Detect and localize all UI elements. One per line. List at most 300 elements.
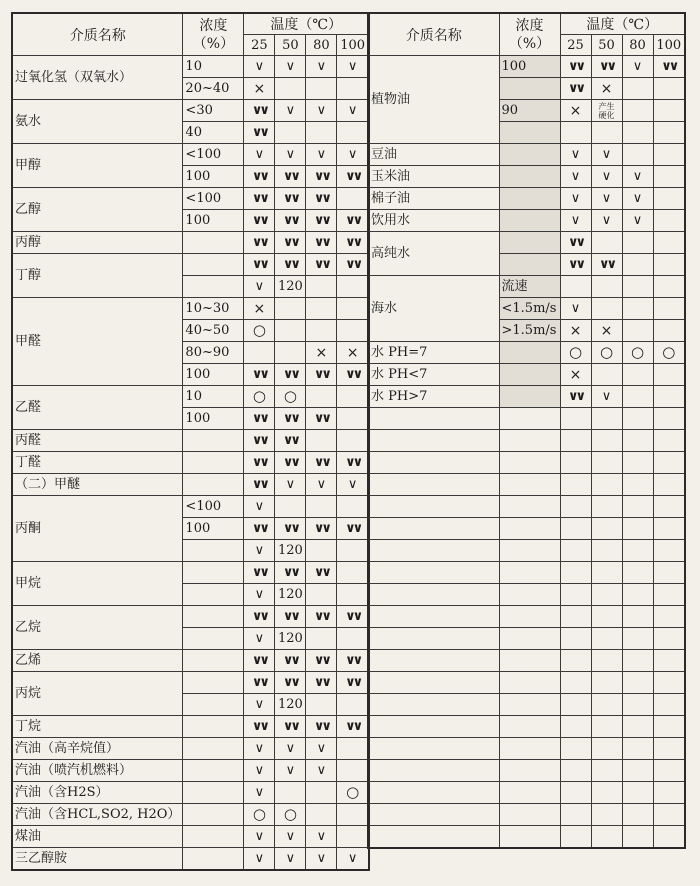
concentration-cell (183, 628, 244, 650)
empty-cell (499, 782, 560, 804)
empty-cell (368, 782, 499, 804)
empty-cell (653, 650, 685, 672)
empty-cell (653, 232, 685, 254)
double-check-mark: ∨∨ (306, 606, 337, 628)
double-check-mark: ∨∨ (560, 254, 591, 276)
header-temp-25: 25 (560, 35, 591, 56)
empty-cell (275, 342, 306, 364)
medium-name: 水 PH>7 (368, 386, 499, 408)
double-check-mark: ∨∨ (244, 232, 275, 254)
concentration-cell (183, 540, 244, 562)
empty-cell (306, 628, 337, 650)
cross-mark: × (560, 364, 591, 386)
check-mark: ∨ (244, 760, 275, 782)
empty-cell (275, 78, 306, 100)
empty-cell (622, 650, 653, 672)
concentration-cell (183, 738, 244, 760)
empty-cell (499, 760, 560, 782)
check-mark: ∨ (275, 100, 306, 122)
empty-row (368, 760, 685, 782)
concentration-cell (183, 848, 244, 871)
table-row (12, 606, 369, 628)
empty-cell (653, 188, 685, 210)
concentration-cell: <30 (183, 100, 244, 122)
check-mark: ∨ (337, 56, 369, 78)
empty-cell (653, 254, 685, 276)
concentration-cell (183, 672, 244, 694)
table-row (12, 650, 369, 672)
circle-mark: ○ (622, 342, 653, 364)
concentration-cell (183, 826, 244, 848)
medium-name: 乙醇 (12, 188, 183, 232)
empty-cell (560, 276, 591, 298)
right-compatibility-table (367, 12, 686, 849)
medium-name: 甲醛 (12, 298, 183, 386)
double-check-mark: ∨∨ (337, 210, 369, 232)
temperature-limit: 120 (275, 628, 306, 650)
double-check-mark: ∨∨ (275, 254, 306, 276)
empty-cell (622, 518, 653, 540)
concentration-cell: <100 (183, 496, 244, 518)
empty-row (368, 474, 685, 496)
empty-cell (622, 386, 653, 408)
empty-cell (622, 320, 653, 342)
empty-cell (653, 452, 685, 474)
empty-row (368, 540, 685, 562)
empty-cell (499, 672, 560, 694)
header-temp-50: 50 (591, 35, 622, 56)
medium-name: 过氧化氢（双氧水） (12, 56, 183, 100)
medium-name: 海水 (368, 276, 499, 342)
empty-cell (591, 408, 622, 430)
double-check-mark: ∨∨ (306, 364, 337, 386)
empty-cell (275, 782, 306, 804)
empty-cell (653, 540, 685, 562)
empty-cell (622, 408, 653, 430)
empty-cell (653, 474, 685, 496)
check-mark: ∨ (306, 760, 337, 782)
check-mark: ∨ (337, 848, 369, 871)
empty-cell (337, 276, 369, 298)
check-mark: ∨ (275, 144, 306, 166)
medium-name: 乙烷 (12, 606, 183, 650)
empty-row (368, 694, 685, 716)
empty-cell (653, 78, 685, 100)
empty-row (368, 628, 685, 650)
table-row (12, 188, 369, 210)
double-check-mark: ∨∨ (306, 518, 337, 540)
concentration-cell: 100 (183, 518, 244, 540)
circle-mark: ○ (244, 386, 275, 408)
empty-cell (499, 518, 560, 540)
empty-cell (368, 562, 499, 584)
cross-mark: × (591, 320, 622, 342)
double-check-mark: ∨∨ (244, 518, 275, 540)
check-mark: ∨ (306, 848, 337, 871)
concentration-cell: 100 (183, 166, 244, 188)
empty-row (368, 408, 685, 430)
table-row (368, 342, 685, 364)
empty-row (368, 650, 685, 672)
empty-cell (591, 122, 622, 144)
empty-row (368, 562, 685, 584)
check-mark: ∨ (244, 584, 275, 606)
concentration-cell: 10~30 (183, 298, 244, 320)
left-compatibility-table (11, 12, 370, 871)
concentration-cell (499, 144, 560, 166)
empty-cell (499, 650, 560, 672)
cross-mark: × (560, 100, 591, 122)
medium-name: 乙醛 (12, 386, 183, 430)
empty-cell (368, 672, 499, 694)
concentration-cell (183, 694, 244, 716)
empty-cell (275, 122, 306, 144)
double-check-mark: ∨∨ (560, 78, 591, 100)
empty-cell (653, 386, 685, 408)
table-row (12, 826, 369, 848)
concentration-cell (499, 188, 560, 210)
concentration-cell (183, 804, 244, 826)
medium-name: 丙酮 (12, 496, 183, 562)
concentration-cell: 100 (183, 364, 244, 386)
concentration-cell (499, 78, 560, 100)
empty-cell (368, 716, 499, 738)
medium-name: 氨水 (12, 100, 183, 144)
table-row (12, 452, 369, 474)
empty-cell (368, 694, 499, 716)
empty-cell (622, 144, 653, 166)
check-mark: ∨ (306, 100, 337, 122)
circle-mark: ○ (244, 804, 275, 826)
circle-mark: ○ (244, 320, 275, 342)
empty-cell (337, 584, 369, 606)
double-check-mark: ∨∨ (275, 166, 306, 188)
table-row (12, 232, 369, 254)
concentration-cell: 40 (183, 122, 244, 144)
empty-cell (368, 518, 499, 540)
empty-cell (306, 694, 337, 716)
header-concentration (183, 13, 244, 56)
empty-cell (499, 562, 560, 584)
check-mark: ∨ (275, 56, 306, 78)
empty-cell (368, 430, 499, 452)
empty-cell (499, 474, 560, 496)
header-conc-unit: （%） (192, 35, 235, 52)
concentration-cell (499, 122, 560, 144)
check-mark: ∨ (244, 628, 275, 650)
double-check-mark: ∨∨ (244, 210, 275, 232)
double-check-mark: ∨∨ (560, 232, 591, 254)
double-check-mark: ∨∨ (560, 56, 591, 78)
concentration-cell (183, 650, 244, 672)
empty-cell (622, 738, 653, 760)
double-check-mark: ∨∨ (275, 650, 306, 672)
empty-cell (591, 518, 622, 540)
double-check-mark: ∨∨ (337, 606, 369, 628)
table-row (368, 386, 685, 408)
empty-cell (499, 694, 560, 716)
check-mark: ∨ (275, 474, 306, 496)
table-row (368, 144, 685, 166)
double-check-mark: ∨∨ (560, 386, 591, 408)
empty-row (368, 606, 685, 628)
concentration-cell (183, 760, 244, 782)
empty-cell (560, 518, 591, 540)
empty-cell (499, 738, 560, 760)
empty-cell (337, 188, 369, 210)
medium-name: 汽油（含HCL,SO2, H2O） (12, 804, 183, 826)
empty-cell (306, 804, 337, 826)
table-row (368, 276, 685, 298)
empty-cell (653, 166, 685, 188)
empty-row (368, 518, 685, 540)
cross-mark: × (244, 298, 275, 320)
empty-cell (622, 452, 653, 474)
double-check-mark: ∨∨ (244, 122, 275, 144)
table-row (12, 562, 369, 584)
empty-cell (653, 716, 685, 738)
empty-row (368, 826, 685, 849)
empty-row (368, 782, 685, 804)
empty-row (368, 738, 685, 760)
header-concentration (499, 13, 560, 56)
table-row (12, 144, 369, 166)
empty-cell (591, 540, 622, 562)
empty-cell (560, 584, 591, 606)
right-table-body (368, 56, 685, 849)
temperature-limit: 120 (275, 540, 306, 562)
empty-cell (368, 540, 499, 562)
table-row (12, 474, 369, 496)
empty-cell (368, 606, 499, 628)
check-mark: ∨ (306, 738, 337, 760)
table-row (12, 496, 369, 518)
empty-cell (337, 386, 369, 408)
cross-mark: × (244, 78, 275, 100)
medium-name: 乙烯 (12, 650, 183, 672)
check-mark: ∨ (560, 210, 591, 232)
table-row (12, 100, 369, 122)
temperature-limit: 120 (275, 276, 306, 298)
table-row (12, 848, 369, 871)
empty-cell (337, 562, 369, 584)
table-row (12, 716, 369, 738)
empty-cell (591, 232, 622, 254)
medium-name: 丙醛 (12, 430, 183, 452)
circle-mark: ○ (275, 804, 306, 826)
table-row (12, 56, 369, 78)
empty-cell (591, 804, 622, 826)
double-check-mark: ∨∨ (306, 650, 337, 672)
empty-cell (337, 78, 369, 100)
empty-cell (653, 122, 685, 144)
medium-name: 汽油（含H2S） (12, 782, 183, 804)
double-check-mark: ∨∨ (244, 650, 275, 672)
double-check-mark: ∨∨ (306, 452, 337, 474)
double-check-mark: ∨∨ (337, 518, 369, 540)
medium-name: 丙醇 (12, 232, 183, 254)
header-conc-label: 浓度 (515, 17, 544, 34)
double-check-mark: ∨∨ (244, 254, 275, 276)
empty-cell (591, 760, 622, 782)
empty-cell (653, 210, 685, 232)
empty-cell (499, 496, 560, 518)
check-mark: ∨ (622, 210, 653, 232)
empty-cell (499, 716, 560, 738)
concentration-cell (499, 232, 560, 254)
empty-cell (337, 408, 369, 430)
empty-cell (622, 122, 653, 144)
empty-cell (368, 496, 499, 518)
concentration-cell: 100 (183, 408, 244, 430)
empty-cell (499, 452, 560, 474)
empty-cell (306, 298, 337, 320)
empty-cell (653, 408, 685, 430)
double-check-mark: ∨∨ (591, 56, 622, 78)
empty-cell (622, 672, 653, 694)
empty-cell (622, 430, 653, 452)
medium-name: 植物油 (368, 56, 499, 144)
empty-cell (653, 298, 685, 320)
table-row (368, 56, 685, 78)
concentration-cell: <1.5m/s (499, 298, 560, 320)
medium-name: 汽油（喷汽机燃料） (12, 760, 183, 782)
check-mark: ∨ (244, 144, 275, 166)
medium-name: 水 PH<7 (368, 364, 499, 386)
header-conc-label: 浓度 (199, 17, 228, 34)
medium-name: 棉子油 (368, 188, 499, 210)
concentration-cell (183, 606, 244, 628)
double-check-mark: ∨∨ (337, 166, 369, 188)
check-mark: ∨ (337, 144, 369, 166)
double-check-mark: ∨∨ (337, 716, 369, 738)
medium-name: 三乙醇胺 (12, 848, 183, 871)
empty-cell (653, 606, 685, 628)
empty-cell (275, 320, 306, 342)
empty-cell (306, 122, 337, 144)
medium-name: 丙烷 (12, 672, 183, 716)
empty-cell (306, 496, 337, 518)
double-check-mark: ∨∨ (306, 408, 337, 430)
concentration-cell: 80~90 (183, 342, 244, 364)
check-mark: ∨ (560, 298, 591, 320)
empty-cell (591, 562, 622, 584)
double-check-mark: ∨∨ (275, 562, 306, 584)
empty-cell (591, 716, 622, 738)
double-check-mark: ∨∨ (275, 188, 306, 210)
empty-cell (337, 738, 369, 760)
concentration-cell: 流速 (499, 276, 560, 298)
check-mark: ∨ (591, 144, 622, 166)
empty-cell (653, 100, 685, 122)
empty-cell (560, 628, 591, 650)
header-medium: 介质名称 (12, 13, 183, 56)
empty-cell (337, 298, 369, 320)
empty-cell (622, 760, 653, 782)
concentration-cell (183, 276, 244, 298)
concentration-cell (499, 210, 560, 232)
concentration-cell (499, 386, 560, 408)
medium-name: 饮用水 (368, 210, 499, 232)
double-check-mark: ∨∨ (244, 100, 275, 122)
table-row (12, 386, 369, 408)
empty-cell (653, 760, 685, 782)
double-check-mark: ∨∨ (337, 232, 369, 254)
check-mark: ∨ (622, 188, 653, 210)
double-check-mark: ∨∨ (306, 166, 337, 188)
empty-cell (368, 452, 499, 474)
table-row (368, 364, 685, 386)
double-check-mark: ∨∨ (306, 254, 337, 276)
double-check-mark: ∨∨ (275, 364, 306, 386)
double-check-mark: ∨∨ (591, 254, 622, 276)
empty-cell (499, 826, 560, 849)
empty-cell (591, 496, 622, 518)
empty-row (368, 804, 685, 826)
check-mark: ∨ (275, 848, 306, 871)
empty-cell (306, 386, 337, 408)
empty-cell (622, 232, 653, 254)
empty-cell (560, 760, 591, 782)
check-mark: ∨ (560, 166, 591, 188)
medium-name: 玉米油 (368, 166, 499, 188)
double-check-mark: ∨∨ (337, 672, 369, 694)
empty-cell (653, 562, 685, 584)
empty-cell (622, 254, 653, 276)
concentration-cell: 40~50 (183, 320, 244, 342)
double-check-mark: ∨∨ (275, 606, 306, 628)
empty-cell (560, 474, 591, 496)
header-temperature: 温度（℃） (244, 13, 369, 35)
empty-cell (591, 672, 622, 694)
empty-cell (499, 606, 560, 628)
empty-cell (560, 716, 591, 738)
empty-cell (368, 738, 499, 760)
check-mark: ∨ (244, 826, 275, 848)
check-mark: ∨ (244, 56, 275, 78)
empty-row (368, 452, 685, 474)
empty-cell (591, 826, 622, 849)
empty-cell (591, 606, 622, 628)
empty-cell (306, 584, 337, 606)
double-check-mark: ∨∨ (244, 562, 275, 584)
empty-cell (560, 782, 591, 804)
check-mark: ∨ (244, 848, 275, 871)
header-temperature: 温度（℃） (560, 13, 685, 35)
double-check-mark: ∨∨ (337, 650, 369, 672)
empty-cell (591, 738, 622, 760)
empty-cell (560, 672, 591, 694)
check-mark: ∨ (560, 188, 591, 210)
empty-cell (337, 628, 369, 650)
empty-cell (560, 430, 591, 452)
check-mark: ∨ (591, 188, 622, 210)
empty-cell (306, 430, 337, 452)
empty-cell (560, 826, 591, 849)
medium-name: 高纯水 (368, 232, 499, 276)
double-check-mark: ∨∨ (275, 672, 306, 694)
header-conc-unit: （%） (508, 35, 551, 52)
double-check-mark: ∨∨ (306, 210, 337, 232)
double-check-mark: ∨∨ (244, 430, 275, 452)
empty-cell (653, 672, 685, 694)
medium-name: 水 PH=7 (368, 342, 499, 364)
circle-mark: ○ (275, 386, 306, 408)
empty-cell (653, 496, 685, 518)
empty-cell (368, 408, 499, 430)
empty-cell (653, 826, 685, 849)
cross-mark: × (591, 78, 622, 100)
